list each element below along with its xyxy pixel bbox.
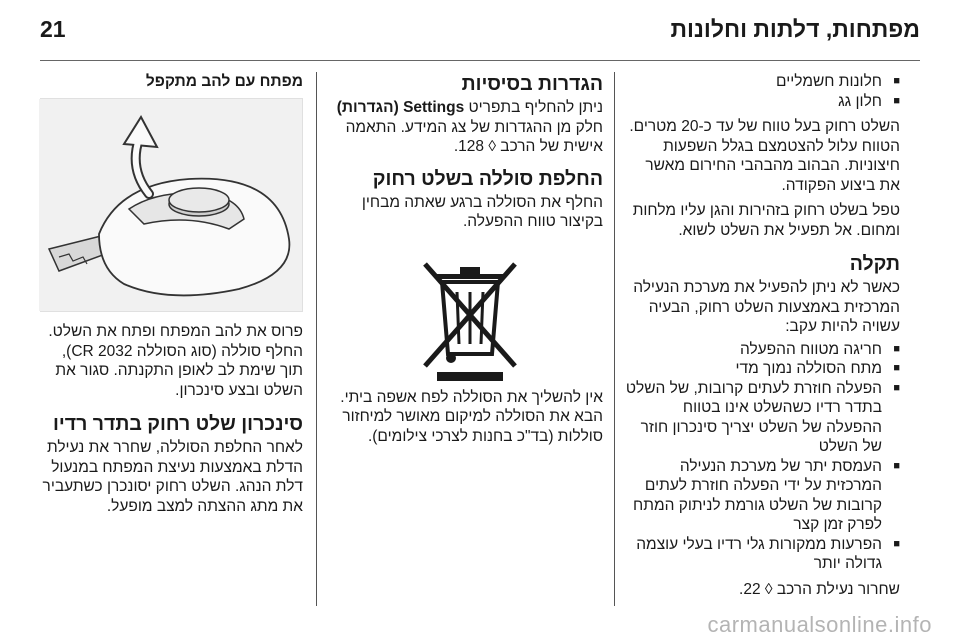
settings-menu-label: Settings (הגדרות) <box>336 99 465 116</box>
sync-text: לאחר החלפת הסוללה, שחרר את נעילת הדלת באמצעות נעיצת המפתח במנעול דלת הנהג. השלט רחוק יסונכרן כשתעביר את מתג ההצתה למצב מופעל. <box>42 439 303 515</box>
left-column <box>40 72 303 516</box>
disposal-text: אין להשליך את הסוללה לפח אשפה ביתי. הבא את הסוללה למיקום מאושר למיחזור סוללות (בד"כ בחנות לצרכי צילומים). <box>340 388 603 445</box>
basic-settings-text <box>333 98 603 157</box>
recycle-figure <box>333 232 603 388</box>
battery-text: החלף את הסוללה ברגע שאתה מבחין בקיצור טווח ההפעלה. <box>361 193 603 230</box>
list-item: ■ חלונות חשמליים <box>624 72 900 92</box>
column-divider-left <box>316 72 317 606</box>
key-illustration <box>40 98 303 312</box>
fault-heading: תקלה <box>849 253 900 275</box>
right-column <box>624 72 900 599</box>
basic-settings-rest: חלק מן ההגדרות של צג המידע. התאמה אישית של הרכב ◊ 128. <box>345 118 603 155</box>
fault-list <box>624 340 900 574</box>
list-item: ■ הפרעות ממקורות גלי רדיו בעלי עוצמה גדולה יותר <box>624 535 900 574</box>
crossed-bin-icon <box>415 244 525 384</box>
key-heading: מפתח עם להב מתקפל <box>145 73 303 90</box>
basic-settings-lead: ניתן להחליף בתפריט <box>468 99 603 116</box>
watermark: carmanualsonline.info <box>707 612 932 637</box>
sync-heading: סינכרון שלט רחוק בתדר רדיו <box>53 413 303 435</box>
list-item: ■ הפעלה חוזרת לעתים קרובות, של השלט בתדר רדיו כשהשלט אינו בטווח ההפעלה של השלט יצריך סינכרון חוזר של השלט <box>624 379 900 457</box>
key-text: פרוס את להב המפתח ופתח את השלט. החלף סוללה (סוג הסוללה CR 2032), תוך שימת לב לאופן התקנתה. סגור את השלט ובצע סינכרון. <box>48 323 303 399</box>
feature-list <box>624 72 900 111</box>
page-header <box>40 6 920 54</box>
page-number: 21 <box>40 16 66 42</box>
list-item: ■ חלון גג <box>624 92 900 112</box>
range-paragraph: השלט רחוק בעל טווח של עד כ-20 מטרים. הטווח עלול להצטמצם בגלל השפעות חיצוניות. הבהוב מהבהבי החירום מאשר את ביצוע הפקודה. <box>629 118 900 194</box>
release-reference[interactable]: שחרור נעילת הרכב ◊ 22. <box>739 580 900 598</box>
fault-intro: כאשר לא ניתן להפעיל את מערכת הנעילה המרכזית באמצעות השלט רחוק, הבעיה עשויה להיות עקב: <box>633 279 900 335</box>
list-item: ■ העמסת יתר של מערכת הנעילה המרכזית על ידי הפעלה חוזרת לעתים קרובות של השלט גורמת לניתוק המתח לפרק זמן קצר <box>624 457 900 535</box>
middle-column <box>333 72 603 446</box>
list-item: ■ חריגה מטווח ההפעלה <box>624 340 900 360</box>
care-paragraph: טפל בשלט רחוק בזהירות והגן עליו מלחות ומחום. אל תפעיל את השלט לשוא. <box>632 202 900 239</box>
column-divider-right <box>614 72 615 606</box>
basic-settings-heading: הגדרות בסיסיות <box>461 73 603 95</box>
header-rule <box>40 60 920 61</box>
key-battery-icon <box>39 99 302 311</box>
battery-heading: החלפת סוללה בשלט רחוק <box>372 167 603 190</box>
list-item: ■ מתח הסוללה נמוך מדי <box>624 359 900 379</box>
chapter-title: מפתחות, דלתות וחלונות <box>670 16 920 42</box>
